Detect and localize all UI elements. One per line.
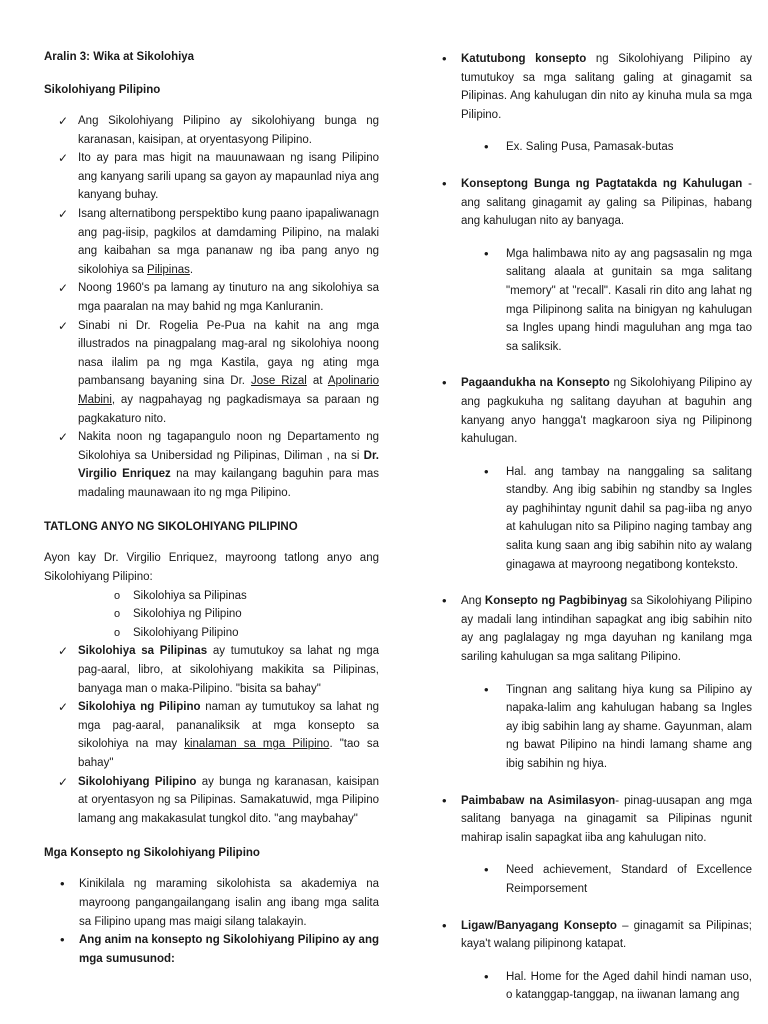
list-item — [58, 428, 379, 502]
bullet-icon: • — [442, 792, 447, 808]
list-item — [58, 773, 379, 829]
section2-sublist — [114, 587, 379, 643]
bullet-icon: • — [442, 375, 447, 391]
sub-list-item — [114, 624, 379, 643]
sub-list-item — [114, 587, 379, 606]
list-item — [58, 317, 379, 429]
bullet-icon: • — [60, 876, 65, 892]
text-run: Nakita noon ng tagapangulo noon ng Departamento ng Sikolohiya sa Unibersidad ng Pilipinas, Diliman , na si — [78, 431, 379, 462]
text-run: Isang alternatibong perspektibo kung paano ipapaliwanagn ang pag-iisip, pagkilos at damdaming Pilipino, na malaki ang kaibahan sa mga pananaw ng iba pang anyo ng sikolohiya sa — [78, 207, 379, 276]
text-run: . "tao sa bahay" — [78, 738, 379, 769]
text-run: ng Sikolohiyang Pilipino ay ang pagkukuha ng salitang dayuhan at baguhin ang kanyang anyo hangga't magkaroon siya ng Pilipinong kahulugan. — [461, 377, 752, 446]
text-run: Katutubong konsepto — [461, 53, 587, 65]
concept-item — [440, 50, 752, 124]
list-item — [58, 112, 379, 149]
text-run: – ginagamit sa Pilipinas; kaya't walang pilipinong katapat. — [461, 919, 752, 951]
list-item — [58, 875, 379, 931]
concept-item — [440, 917, 752, 954]
text-run: Sikolohiyang Pilipino — [78, 775, 197, 788]
concept-example — [484, 681, 752, 774]
text-run: Pilipinas — [147, 263, 190, 276]
list-item — [58, 931, 379, 968]
text-run: Hal. ang tambay na nanggaling sa salitang standby. Ang ibig sabihin ng standby sa Ingles ay paghihintay ngunit dahil sa pag-iiba ng anyo at kahulugan nito sa Pilipino naging tambay ang salita kung saan ang ibig sabihin nito ay walang ginagawa at mayroong negatibong konteksto. — [506, 465, 752, 571]
checkmark-icon: ✓ — [58, 430, 69, 445]
bullet-icon: • — [442, 593, 447, 609]
section-title-mga-konsepto: Mga Konsepto ng Sikolohiyang Pilipino — [44, 847, 260, 860]
checkmark-icon: ✓ — [58, 700, 69, 715]
concept-item — [440, 792, 752, 848]
concept-item — [440, 374, 752, 448]
circle-bullet-icon: o — [114, 626, 121, 639]
concept-example — [484, 861, 752, 898]
section1-checklist — [58, 112, 379, 502]
text-run: Sinabi ni Dr. Rogelia Pe-Pua na kahit na ang mga illustrados na pinagpalang mag-aral ng sikolohiya noong nasa ilalim pa ng mga Kastila, gaya ng ating mga pambansang bayaning sina Dr. — [78, 319, 379, 388]
text-run: - pinag-uusapan ang mga salitang banyaga na ginagamit sa Pilipinas ngunit mahirap isalin sapagkat iiba ang kahulugan nito. — [461, 794, 752, 844]
list-item — [58, 205, 379, 279]
text-run: Kinikilala ng maraming sikolohista sa akademiya na mayroong pangangailangang isalin ang ibang mga salita sa Filipino upang mas maigi silang talakayin. — [79, 878, 379, 928]
bullet-icon: • — [484, 245, 489, 261]
section2-intro: Ayon kay Dr. Virgilio Enriquez, mayroong tatlong anyo ang Sikolohiyang Pilipino: — [44, 552, 379, 584]
bullet-icon: • — [484, 968, 489, 984]
text-run: . — [189, 263, 194, 276]
section-title-tatlong-anyo: TATLONG ANYO NG SIKOLOHIYANG PILIPINO — [44, 521, 298, 534]
bullet-icon: • — [442, 51, 447, 66]
concept-blocks — [440, 50, 752, 1023]
bullet-icon: • — [484, 681, 489, 697]
text-run: naman ay tumutukoy sa lahat ng mga pag-aaral, pananaliksik at mga konsepto sa sikolohiya na may — [78, 701, 380, 751]
list-item — [58, 642, 379, 698]
text-run: Apolinario Mabini — [78, 375, 379, 406]
sub-list-label: Sikolohiya ng Pilipino — [133, 608, 242, 621]
left-column — [44, 50, 379, 968]
text-run: Tingnan ang salitang hiya kung sa Pilipino ay napaka-lalim ang kahulugan habang sa Ingles ay ibig sabihin lang ay shame. Gayunman, alam ng bawat Pilipino na hindi lamang shame ang ibig sabihin ng hiya. — [506, 683, 752, 770]
list-item — [58, 698, 379, 772]
sub-list-label: Sikolohiyang Pilipino — [133, 626, 239, 639]
text-run: Hal. Home for the Aged dahil hindi naman uso, o katanggap-tanggap, na iiwanan lamang ang — [506, 970, 752, 1002]
text-run: kinalaman sa mga Pilipino — [184, 738, 330, 751]
concept-example — [484, 138, 752, 157]
text-run: Ang — [461, 595, 485, 608]
text-run: Pagaandukha na Konsepto — [461, 377, 610, 390]
text-run: , ay nagpahayag ng pagkadismaya sa paraan ng pagkakaturo nito. — [78, 393, 379, 425]
text-run: Ex. Saling Pusa, Pamasak-butas — [506, 141, 674, 154]
text-run: sa Sikolohiyang Pilipino ay madali lang intindihan sapagkat ang ibig sabihin nito ay ang paglalagay ng mga dayuhan ng kanilang mga sariling kahulugan sa mga salitang Pilipino. — [461, 595, 752, 664]
concept-item — [440, 592, 752, 666]
text-run: ng Sikolohiyang Pilipino ay tumutukoy sa mga salitang galing at ginagamit sa Pilipinas. Ang kahulugan din nito ay kinuha mula sa mga Pilipino. — [461, 53, 752, 121]
text-run: Dr. Virgilio Enriquez — [78, 449, 379, 481]
concept-example — [484, 463, 752, 575]
bullet-icon: • — [442, 917, 447, 933]
text-run: - ang salitang ginagamit ay galing sa Pilipinas, habang ang kahulugan nito ay banyaga. — [461, 177, 752, 228]
checkmark-icon: ✓ — [58, 206, 69, 221]
section-title-sikolohiyang-pilipino: Sikolohiyang Pilipino — [44, 84, 161, 96]
checkmark-icon: ✓ — [58, 114, 69, 128]
text-run: Jose Rizal — [251, 375, 307, 388]
text-run: Ito ay para mas higit na mauunawaan ng isang Pilipino ang kanyang sarili upang sa gayon ay mapaunlad niya ang kanyang buhay. — [78, 152, 379, 202]
bullet-icon: • — [484, 139, 489, 155]
checkmark-icon: ✓ — [58, 151, 69, 166]
bullet-icon: • — [484, 862, 489, 878]
text-run: Ang anim na konsepto ng Sikolohiyang Pilipino ay ang mga sumusunod: — [79, 934, 379, 965]
text-run: at — [306, 375, 328, 388]
right-column — [440, 50, 752, 1023]
circle-bullet-icon: o — [114, 608, 121, 621]
text-run: Sikolohiya sa Pilipinas — [78, 645, 208, 658]
circle-bullet-icon: o — [114, 589, 121, 602]
text-run: Need achievement, Standard of Excellence Reimporsement — [506, 864, 752, 895]
checkmark-icon: ✓ — [58, 644, 69, 659]
checkmark-icon: ✓ — [58, 281, 69, 296]
text-run: Ang Sikolohiyang Pilipino ay sikolohiyang bunga ng karanasan, kaisipan, at oryentasyong Pilipino. — [78, 115, 379, 146]
text-run: Sikolohiya ng Pilipino — [78, 701, 201, 714]
text-run: Noong 1960's pa lamang ay tinuturo na ang sikolohiya sa mga paaralan na may bahid ng mga Kanluranin. — [78, 282, 379, 313]
concept-example — [484, 245, 752, 357]
text-run: Konsepto ng Pagbibinyag — [484, 595, 628, 608]
concept-example — [484, 968, 752, 1005]
text-run: na may kailangang baguhin para mas madaling maunawaan ito ng mga Pilipino. — [78, 468, 379, 499]
section2-checklist — [58, 642, 379, 828]
sub-list-item — [114, 605, 379, 624]
bullet-icon: • — [60, 932, 65, 948]
text-run: Konseptong Bunga ng Pagtatakda ng Kahulugan — [461, 177, 743, 190]
section3-bullets — [58, 875, 379, 968]
list-item — [58, 149, 379, 205]
checkmark-icon: ✓ — [58, 318, 69, 333]
bullet-icon: • — [484, 463, 489, 479]
checkmark-icon: ✓ — [58, 774, 69, 789]
text-run: Mga halimbawa nito ay ang pagsasalin ng mga salitang alaala at gunitain sa mga salitang "memory" at "recall". Kasali rin dito ang lahat ng mga Pilipinong salita na binigyan ng kahulugan sa Ingles upang hindi maguluhan ang mga tao sa saliksik. — [506, 247, 752, 353]
sub-list-label: Sikolohiya sa Pilipinas — [133, 589, 247, 602]
list-item — [58, 279, 379, 316]
text-run: ay tumutukoy sa lahat ng mga pag-aaral, libro, at sikolohiyang makikita sa Pilipinas, banyaga man o maka-Pilipino. "bisita sa bahay" — [78, 645, 379, 695]
bullet-icon: • — [442, 175, 447, 191]
text-run: Ligaw/Banyagang Konsepto — [461, 919, 617, 932]
text-run: Paimbabaw na Asimilasyon — [461, 794, 616, 807]
concept-item — [440, 175, 752, 231]
text-run: ay bunga ng karanasan, kaisipan at oryentasyon ng sa Pilipinas. Samakatuwid, mga Pilipino lamang ang makakasulat tungkol dito. "ang maybahay" — [78, 775, 379, 825]
lesson-title: Aralin 3: Wika at Sikolohiya — [44, 51, 195, 63]
